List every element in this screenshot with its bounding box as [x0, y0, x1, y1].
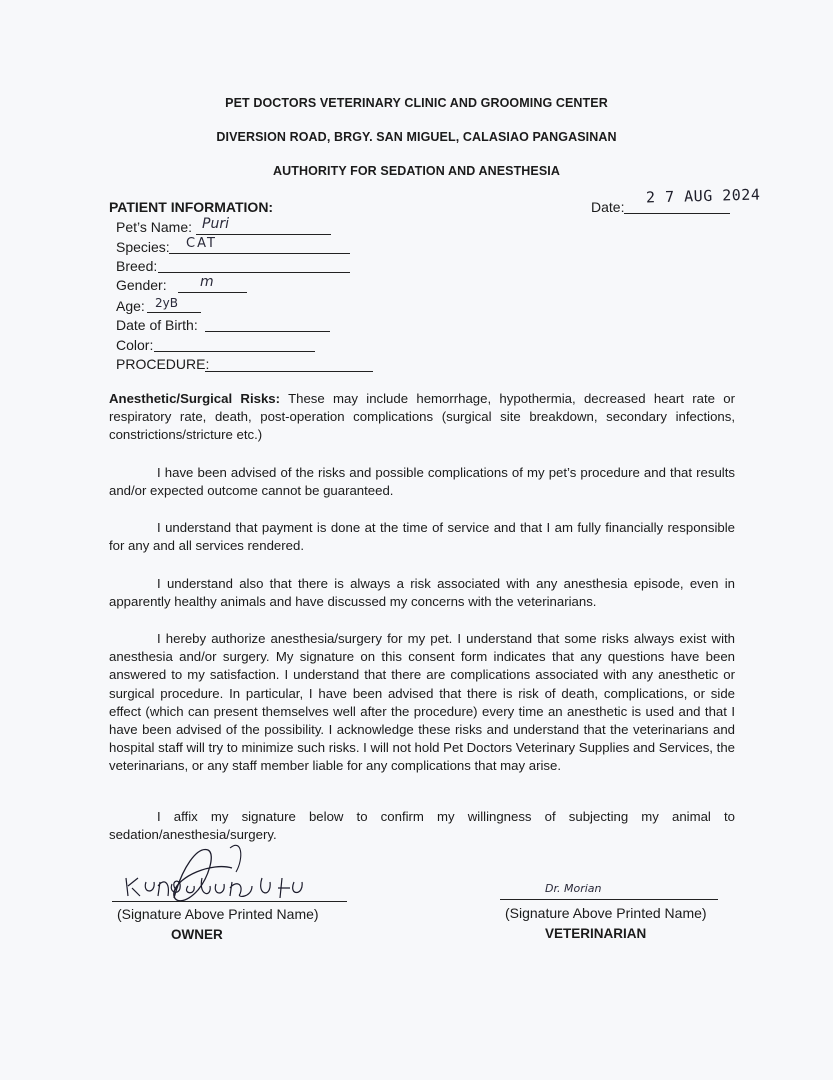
procedure-label: PROCEDURE:	[116, 356, 210, 372]
risks-paragraph	[109, 390, 735, 445]
clinic-address: DIVERSION ROAD, BRGY. SAN MIGUEL, CALASIAO PANGASINAN	[216, 130, 617, 144]
patient-info-heading: PATIENT INFORMATION:	[109, 199, 274, 215]
species-label: Species:	[116, 239, 170, 255]
form-title: AUTHORITY FOR SEDATION AND ANESTHESIA	[272, 164, 561, 178]
procedure-line	[205, 371, 373, 372]
dob-line	[205, 331, 330, 332]
gender-label: Gender:	[116, 277, 167, 293]
species-value: CAT	[186, 236, 217, 251]
risks-label: Anesthetic/Surgical Risks:	[109, 391, 281, 406]
consent-paragraph-4: I hereby authorize anesthesia/surgery for my pet. I understand that some risks always exist with anesthesia and/or surgery. My signature on this consent form indicates that any questions have been answered to my satisfaction. I understand that there are complications associated with any anesthetic or surgical procedure. In particular, I have been advised that there is risk of death, complications, or side effect (which can present themselves well after the procedure) every time an anesthetic is used and that I have been advised of the possibility. I acknowledge these risks and understand that the veterinarians and hospital staff will try to minimize such risks. I will not hold Pet Doctors Veterinary Supplies and Services, the veterinarians, or any staff member liable for any complications that may arise.	[109, 631, 735, 774]
pet-name-line	[196, 234, 331, 235]
vet-signature-line	[500, 899, 718, 900]
risks-text: These may include hemorrhage, hypothermia, decreased heart rate or respiratory rate, death, post-operation complications (surgical site breakdown, secondary infections, constrictions/stricture etc.)	[109, 391, 735, 443]
vet-role: VETERINARIAN	[545, 926, 647, 941]
consent-paragraph-3: I understand also that there is always a risk associated with any anesthesia episode, even in apparently healthy animals and have discussed my concerns with the veterinarians.	[109, 576, 735, 610]
owner-role: OWNER	[171, 927, 223, 942]
species-line	[169, 253, 350, 254]
owner-signature-line	[112, 901, 347, 902]
clinic-name: PET DOCTORS VETERINARY CLINIC AND GROOMING CENTER	[225, 96, 608, 110]
owner-caption: (Signature Above Printed Name)	[117, 906, 319, 922]
consent-paragraph-1: I have been advised of the risks and possible complications of my pet’s procedure and that results and/or expected outcome cannot be guaranteed.	[109, 465, 735, 499]
color-line	[154, 351, 315, 352]
color-label: Color:	[116, 337, 154, 353]
pet-name-label: Pet’s Name:	[116, 219, 192, 235]
consent-paragraph-5: I affix my signature below to confirm my willingness of subjecting my animal to sedation/anesthesia/surgery.	[109, 809, 735, 843]
gender-line	[178, 292, 247, 293]
date-label: Date:	[591, 199, 625, 215]
date-line	[624, 213, 730, 214]
gender-value: m	[200, 274, 214, 290]
vet-caption: (Signature Above Printed Name)	[505, 905, 707, 921]
consent-paragraph-2: I understand that payment is done at the time of service and that I am fully financially responsible for any and all services rendered.	[109, 520, 735, 554]
dob-label: Date of Birth:	[116, 317, 198, 333]
breed-label: Breed:	[116, 258, 158, 274]
age-label: Age:	[116, 298, 145, 314]
vet-signature: Dr. Morian	[545, 882, 602, 895]
date-value: 2 7 AUG 2024	[645, 185, 761, 207]
pet-name-value: Puri	[202, 216, 229, 232]
age-value: 2yB	[155, 296, 178, 310]
age-line	[147, 312, 201, 313]
breed-line	[158, 272, 350, 273]
